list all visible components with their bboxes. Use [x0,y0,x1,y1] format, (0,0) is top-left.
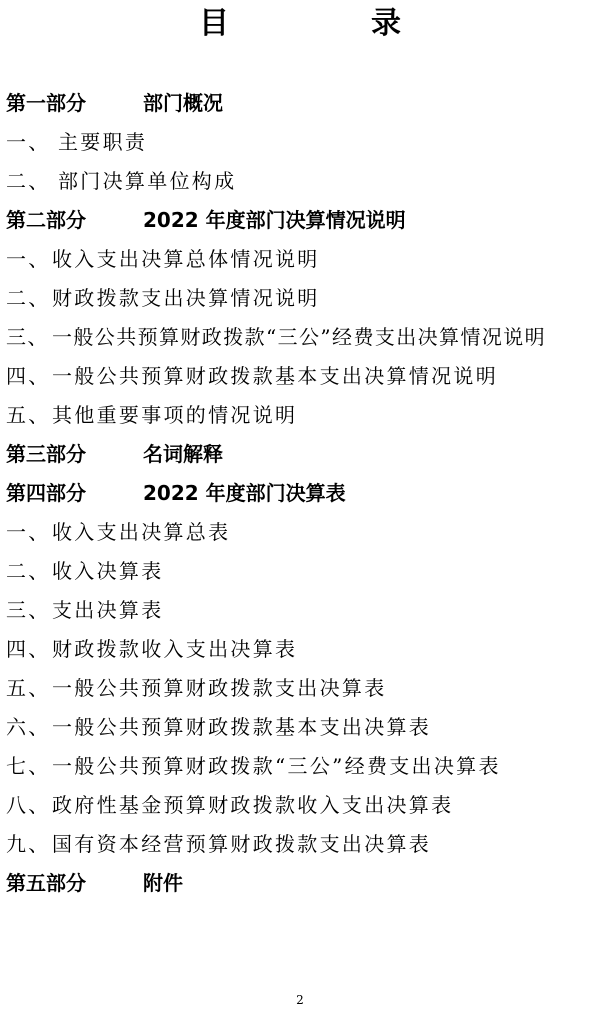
part-label: 第三部分 [6,442,86,466]
part-title: 附件 [143,871,183,895]
toc-part-3[interactable] [6,435,600,474]
toc-item[interactable] [6,630,600,669]
toc-part-1[interactable] [6,84,600,123]
toc-item[interactable] [6,747,600,786]
toc-part-2[interactable] [6,201,600,240]
item-text: 一般公共预算财政拨款支出决算表 [52,676,387,700]
item-number: 二、 [6,169,51,193]
item-number: 五、 [6,676,51,700]
item-number: 六、 [6,715,51,739]
item-number: 五、 [6,403,51,427]
toc-item[interactable] [6,357,600,396]
toc-item[interactable] [6,669,600,708]
toc-item-unit-composition[interactable] [6,162,600,201]
part-title: 部门概况 [143,91,223,115]
part-label: 第二部分 [6,208,86,232]
toc-item[interactable] [6,279,600,318]
toc-item[interactable] [6,318,600,357]
part-title: 2022 年度部门决算情况说明 [143,208,406,232]
toc-item[interactable] [6,786,600,825]
item-text: 财政拨款支出决算情况说明 [52,286,320,310]
part-label: 第四部分 [6,481,86,505]
toc-item[interactable] [6,708,600,747]
item-text: 其他重要事项的情况说明 [52,403,298,427]
item-number: 二、 [6,559,51,583]
part-label: 第一部分 [6,91,86,115]
item-text: 一般公共预算财政拨款“三公”经费支出决算表 [52,754,501,778]
item-number: 四、 [6,637,51,661]
item-number: 二、 [6,286,51,310]
item-text: 财政拨款收入支出决算表 [52,637,298,661]
toc-item-main-duties[interactable] [6,123,600,162]
item-number: 三、 [6,598,51,622]
toc-item[interactable] [6,591,600,630]
item-number: 九、 [6,832,51,856]
item-text: 一般公共预算财政拨款基本支出决算表 [52,715,432,739]
item-text: 支出决算表 [52,598,164,622]
item-number: 一、 [6,247,51,271]
item-text: 政府性基金预算财政拨款收入支出决算表 [52,793,454,817]
item-text: 收入支出决算总表 [52,520,231,544]
part-title: 2022 年度部门决算表 [143,481,346,505]
toc-part-4[interactable] [6,474,600,513]
item-text: 部门决算单位构成 [58,169,237,193]
toc-item[interactable] [6,240,600,279]
page-number: 2 [296,993,304,1007]
table-of-contents [6,84,600,903]
item-number: 七、 [6,754,51,778]
part-title: 名词解释 [143,442,223,466]
item-text: 一般公共预算财政拨款基本支出决算情况说明 [52,364,498,388]
item-text: 收入支出决算总体情况说明 [52,247,320,271]
toc-item[interactable] [6,552,600,591]
item-text: 主要职责 [58,130,148,154]
page-title: 目 录 [199,6,457,41]
toc-item[interactable] [6,513,600,552]
item-text: 国有资本经营预算财政拨款支出决算表 [52,832,432,856]
item-text: 收入决算表 [52,559,164,583]
toc-part-5[interactable] [6,864,600,903]
part-label: 第五部分 [6,871,86,895]
toc-item[interactable] [6,396,600,435]
item-number: 一、 [6,130,51,154]
item-text: 一般公共预算财政拨款“三公”经费支出决算情况说明 [52,325,547,349]
item-number: 八、 [6,793,51,817]
toc-item[interactable] [6,825,600,864]
item-number: 三、 [6,325,49,349]
item-number: 一、 [6,520,51,544]
item-number: 四、 [6,364,51,388]
